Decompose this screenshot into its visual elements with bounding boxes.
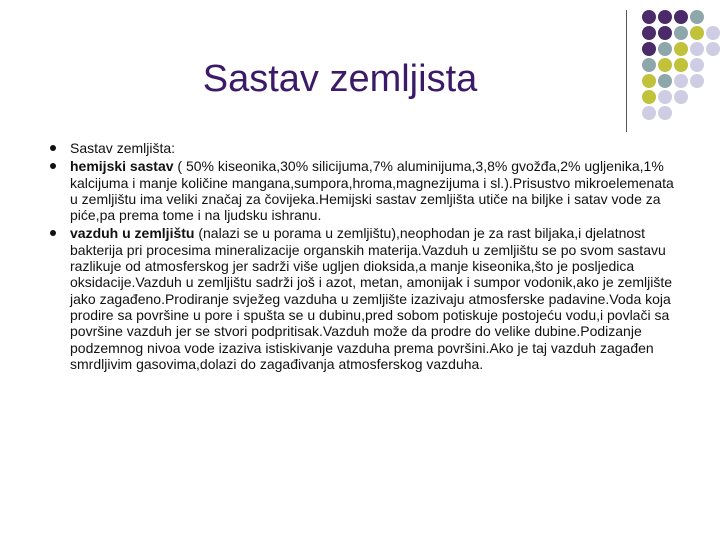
decorative-dot	[658, 10, 672, 24]
decorative-dot	[690, 42, 704, 56]
decorative-dot	[674, 74, 688, 88]
decorative-dot	[658, 58, 672, 72]
decorative-dot	[658, 90, 672, 104]
decorative-dot	[674, 90, 688, 104]
bullet-item	[50, 225, 680, 372]
decorative-dot	[642, 106, 656, 120]
decorative-dot	[674, 10, 688, 24]
decorative-dot	[642, 10, 656, 24]
decorative-dot	[690, 10, 704, 24]
decorative-dot	[642, 58, 656, 72]
bullet-text: Sastav zemljišta:	[70, 140, 176, 156]
bullet-list	[50, 140, 680, 374]
decorative-dot	[658, 42, 672, 56]
decorative-dot	[658, 74, 672, 88]
bullet-dot-icon	[50, 145, 56, 151]
bullet-item	[50, 140, 680, 156]
decorative-dot	[690, 26, 704, 40]
bullet-lead: vazduh u zemljištu	[70, 225, 195, 242]
decorative-dot	[674, 58, 688, 72]
decorative-dot	[690, 58, 704, 72]
decorative-dot	[706, 26, 720, 40]
bullet-text: (nalazi se u porama u zemljištu),neophodan je za rast biljaka,i djelatnost bakterija pri procesima mineralizacije organskih materija.Vazduh u zemljištu se po svom sastavu razlikuje od atmosferskog jer sadrži više ugljen dioksida,a manje kiseonika,što je posljedica oksidacije.Vazduh u zemljištu sadrži još i azot, metan, amonijak i sumpor vodonik,ako je zemljište jako zagađeno.Prodiranje svježeg vazduha u zemljište izazivaju atmosferske padavine.Voda koja prodire sa površine u pore i spušta se u dubinu,pred sobom potiskuje postojeću vodu,i povlači sa površine vazduh jer se stvori podpritisak.Vazduh može da prodre do velike dubine.Podizanje podzemnog nivoa vode izaziva istiskivanje vazduha prema površini.Ako je taj vazduh zagađen smrdljivim gasovima,dolazi do zagađivanja atmosferskog vazduha.	[70, 225, 673, 372]
decorative-dot	[642, 42, 656, 56]
decorative-dot	[658, 106, 672, 120]
bullet-text: ( 50% kiseonika,30% silicijuma,7% aluminijuma,3,8% gvožđa,2% ugljenika,1% kalcijuma i manje količine mangana,sumpora,hroma,magnezijuma i sl.).Prisustvo mikroelemenata u zemljištu ima veliki značaj za čovijeka.Hemijski sastav zemljišta utiče na biljke i satav vode za piće,pa prema tome i na ljudsku ishranu.	[70, 158, 674, 224]
decorative-divider-line	[626, 10, 627, 132]
bullet-lead: hemijski sastav	[70, 158, 174, 175]
bullet-item	[50, 158, 680, 223]
decorative-dot	[706, 42, 720, 56]
decorative-dot	[642, 74, 656, 88]
decorative-dot	[642, 90, 656, 104]
decorative-dot	[690, 74, 704, 88]
decorative-dot	[642, 26, 656, 40]
bullet-dot-icon	[50, 230, 56, 236]
decorative-dot	[674, 26, 688, 40]
decorative-dot	[674, 42, 688, 56]
slide-title: Sastav zemljista	[202, 58, 478, 100]
decorative-dot	[658, 26, 672, 40]
decorative-dot-grid	[632, 5, 720, 125]
bullet-dot-icon	[50, 163, 56, 169]
